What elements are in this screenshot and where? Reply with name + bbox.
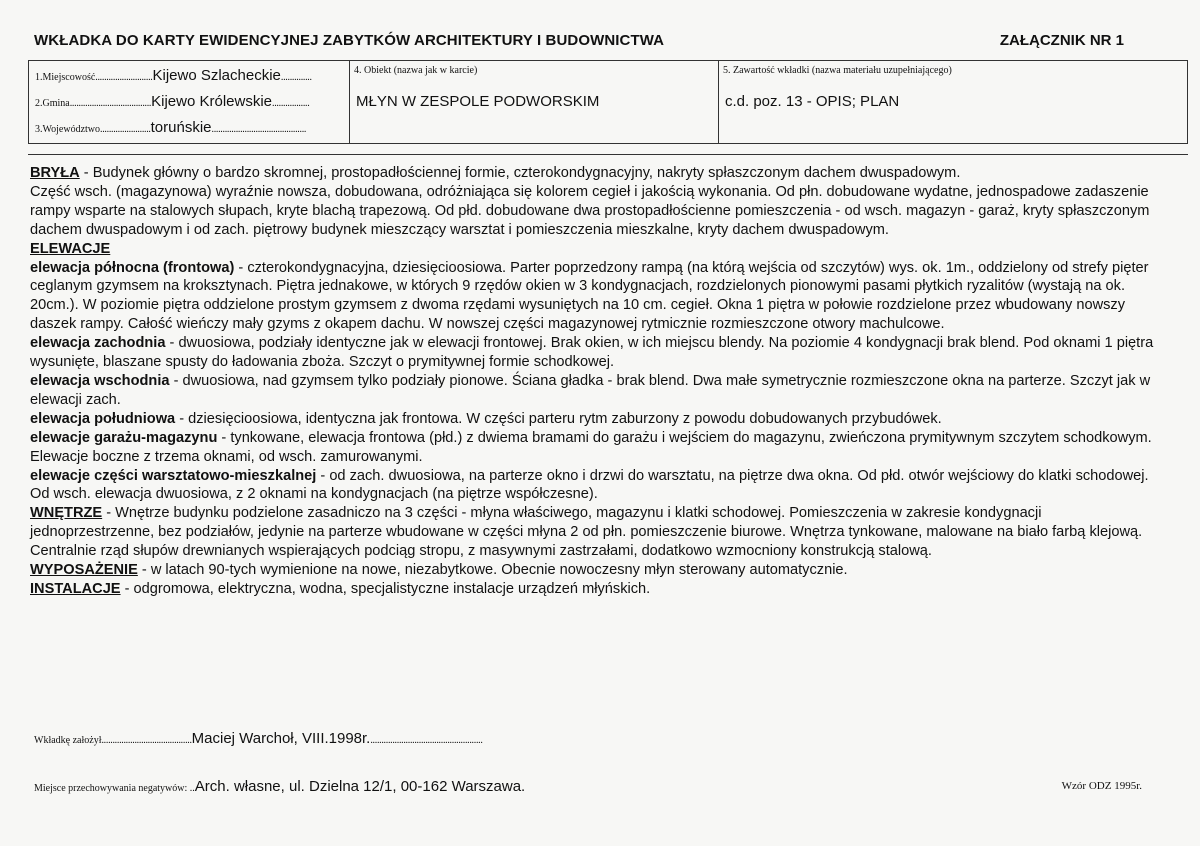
section-heading: WNĘTRZE [30,505,103,522]
separator-line [28,154,1188,155]
section-text: - w latach 90-tych wymienione na nowe, niezabytkowe. Obecnie nowoczesny młyn sterowany automatycznie. [137,562,848,579]
storage-field [34,778,525,796]
form-pattern: Wzór ODZ 1995r. [1061,780,1142,792]
subsection-text: - tynkowane, elewacja frontowa (płd.) z dwiema bramami do garażu i wejściem do magazynu, zwieńczona prymitywnym szczytem schodkowym. Elewacje boczne z trzema oknami, od wsch. zamurowanymi. [30,429,1152,465]
annex-number: ZAŁĄCZNIK NR 1 [999,32,1124,49]
subsection-heading: elewacja północna (frontowa) [30,259,235,276]
subsection-heading: elewacja południowa [30,410,176,427]
section-heading: INSTALACJE [30,580,121,597]
field-wojewodztwo: 3.Województwo.......................toruńskie........................................... [35,119,307,136]
subsection-text: - dziesięcioosiowa, identyczna jak frontowa. W części parteru rytm zaburzony z powodu dobudowanych przybudówek. [175,410,942,427]
section-heading: WYPOSAŻENIE [30,562,138,579]
section-bryla-cont [30,183,1160,240]
object-field [350,61,719,143]
field-gmina-value: Kijewo Królewskie [151,93,273,110]
subsection-heading: elewacje części warsztatowo-mieszkalnej [30,467,317,484]
storage-label: Miejsce przechowywania negatywów: .. [34,783,195,794]
elevation-north [30,259,1160,335]
section-heading: BRYŁA [30,165,80,181]
section-text: Część wsch. (magazynowa) wyraźnie nowsza, dobudowana, odróżniająca się kolorem cegieł i jakością wykonania. Od płn. dobudowane wydatne, jednospadowe zadaszenie rampy wsparte na stalowych słupach, kryte blachą trapezową. Od płd. dobudowane dwa prostopadłościenne pomieszczenia - od wsch. magazyn - garaż, kryty spłaszczonym dachem dwuspadowym i od zach. piętrowy budynek mieszczący warsztat i pomieszczenia mieszkalne, kryty dachem dwuspadowym. [30,183,1150,238]
field-miejscowosc: 1.Miejscowość..........................Kijewo Szlacheckie.............. [35,67,312,84]
section-bryla [30,164,1160,183]
subsection-text: - od zach. dwuosiowa, na parterze okno i drzwi do warsztatu, na piętrze dwa okna. Od płd. otwór wejściowy do klatki schodowej. Od wsch. elewacja dwuosiowa, z 2 oknami na kondygnacjach (na piętrze współczesne). [30,467,1149,503]
field-miejscowosc-label: 1.Miejscowość [35,72,96,83]
header-fields-box [28,60,1188,144]
section-wyposazenie [30,561,1160,580]
section-text: - Wnętrze budynku podzielone zasadniczo na 3 części - młyna właściwego, magazynu i klatki schodowej. Pomieszczenia w zakresie kondygnacji jednoprzestrzenne, bez podziałów, jedynie na parterze wbudowane w części młyna 2 od płn. pomieszczenie biurowe. Wnętrza tynkowane, malowane na biało farbą klejową. Centralnie rząd słupów drewnianych wspierających podciąg stropu, z masywnymi zastrzałami, dodatkowo wzmocniony konstrukcją stalową. [30,505,1143,560]
subsection-text: - dwuosiowa, nad gzymsem tylko podziały pionowe. Ściana gładka - brak blend. Dwa małe symetrycznie rozmieszczone okna na parterze. Szczyt jak w elewacji zach. [30,372,1151,408]
author-value: Maciej Warchoł, VIII.1998r. [191,730,371,747]
field-obiekt-label: 4. Obiekt (nazwa jak w karcie) [354,65,478,76]
elevation-garage [30,429,1160,467]
field-gmina: 2.Gmina.....................................Kijewo Królewskie................. [35,93,310,110]
field-miejscowosc-value: Kijewo Szlacheckie [152,67,281,84]
section-elewacje [30,240,1160,259]
elevation-workshop [30,467,1160,505]
section-instalacje [30,580,1160,599]
section-heading: ELEWACJE [30,240,111,257]
section-wnetrze [30,504,1160,561]
elevation-east [30,372,1160,410]
section-text: - odgromowa, elektryczna, wodna, specjalistyczne instalacje urządzeń młyńskich. [120,580,651,597]
field-zawartosc-value: c.d. poz. 13 - OPIS; PLAN [725,93,900,110]
contents-field [719,61,1187,143]
storage-value: Arch. własne, ul. Dzielna 12/1, 00-162 Warszawa. [194,778,526,795]
location-fields [29,61,350,143]
elevation-south [30,410,1160,429]
document-title: WKŁADKA DO KARTY EWIDENCYJNEJ ZABYTKÓW ARCHITEKTURY I BUDOWNICTWA [34,32,665,49]
elevation-west [30,334,1160,372]
field-zawartosc-label: 5. Zawartość wkładki (nazwa materiału uzupełniającego) [723,65,952,76]
subsection-text: - dwuosiowa, podziały identyczne jak w elewacji frontowej. Brak okien, w ich miejscu blendy. Na poziomie 4 kondygnacji brak blend. Pod oknami 1 piętra wysunięte, blaszane spusty do ładowania zboża. Szczyt o prymitywnej formie schodkowej. [30,335,1154,371]
subsection-heading: elewacje garażu-magazynu [30,429,218,446]
author-field: Wkładkę założył.........................................Maciej Warchoł, VIII.1998r.................................................... [34,730,483,747]
field-wojewodztwo-label: 3.Województwo [35,124,101,135]
subsection-heading: elewacja wschodnia [30,372,170,389]
description-body [30,164,1160,599]
subsection-heading: elewacja zachodnia [30,335,166,352]
field-wojewodztwo-value: toruńskie [150,119,212,136]
field-gmina-label: 2.Gmina [35,98,70,109]
field-obiekt-value: MŁYN W ZESPOLE PODWORSKIM [356,93,600,110]
subsection-text: - czterokondygnacyjna, dziesięcioosiowa. Parter poprzedzony rampą (na którą wejścia od szczytów) wys. ok. 1m., oddzielony od strefy pięter ceglanym gzymsem na kroksztynach. Piętra jednakowe, w których 9 rzędów okien w 3 kondygnacjach, rozdzielonych pionowymi pasami płytkich ryzalitów (wystają na ok. 20cm.). W poziomie piętra oddzielone prostym gzymsem z dwoma rzędami wysuniętych na 10 cm. cegieł. Okna 1 piętra w połowie rozdzielone przez wbudowany nowszy daszek rampy. Całość wieńczy mały gzyms z okapem dachu. W nowszej części magazynowej rytmicznie rozmieszczone otwory machulcowe. [30,259,1149,333]
author-label: Wkładkę założył [34,735,102,746]
section-text: - Budynek główny o bardzo skromnej, prostopadłościennej formie, czterokondygnacyjny, nakryty spłaszczonym dachem dwuspadowym. [79,165,961,181]
